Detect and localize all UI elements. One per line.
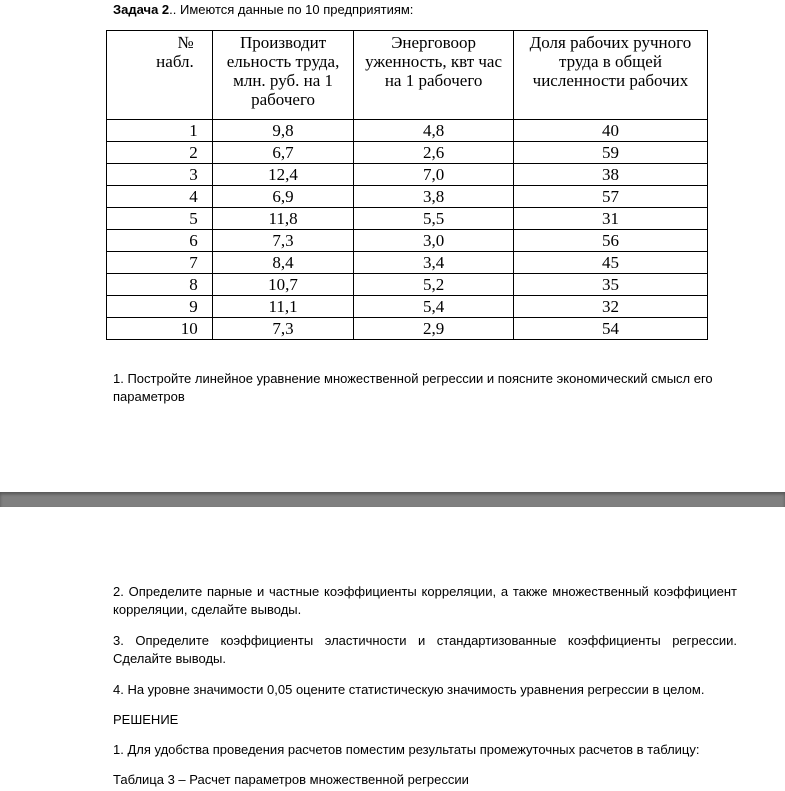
cell-productivity: 12,4 bbox=[212, 164, 354, 186]
cell-productivity: 6,9 bbox=[212, 186, 354, 208]
header-obs-number: № набл. bbox=[107, 31, 213, 120]
cell-obs-number: 4 bbox=[107, 186, 213, 208]
table-row bbox=[107, 208, 708, 230]
page-bottom bbox=[0, 507, 785, 791]
cell-productivity: 7,3 bbox=[212, 318, 354, 340]
header-energy: Энерговоор уженность, квт час на 1 рабочего bbox=[354, 31, 514, 120]
question-3: 3. Определите коэффициенты эластичности и стандартизованные коэффициенты регрессии. Сделайте выводы. bbox=[113, 633, 737, 666]
cell-obs-number: 6 bbox=[107, 230, 213, 252]
table-row bbox=[107, 142, 708, 164]
cell-obs-number: 8 bbox=[107, 274, 213, 296]
cell-energy: 5,5 bbox=[354, 208, 514, 230]
header-productivity: Производит ельность труда, млн. руб. на 1 рабочего bbox=[212, 31, 354, 120]
table-row bbox=[107, 274, 708, 296]
table-row bbox=[107, 296, 708, 318]
cell-energy: 7,0 bbox=[354, 164, 514, 186]
solution-step-1: 1. Для удобства проведения расчетов поместим результаты промежуточных расчетов в таблицу: bbox=[113, 742, 700, 757]
cell-energy: 4,8 bbox=[354, 120, 514, 142]
cell-energy: 5,2 bbox=[354, 274, 514, 296]
task-heading-text: .. Имеются данные по 10 предприятиям: bbox=[169, 2, 414, 17]
cell-productivity: 11,1 bbox=[212, 296, 354, 318]
cell-productivity: 10,7 bbox=[212, 274, 354, 296]
table-row bbox=[107, 164, 708, 186]
cell-obs-number: 5 bbox=[107, 208, 213, 230]
table-3-caption: Таблица 3 – Расчет параметров множественной регрессии bbox=[113, 772, 469, 787]
task-heading-bold: Задача 2 bbox=[113, 2, 170, 17]
page-break bbox=[0, 492, 785, 507]
cell-productivity: 7,3 bbox=[212, 230, 354, 252]
cell-obs-number: 7 bbox=[107, 252, 213, 274]
task-heading bbox=[113, 2, 413, 18]
cell-manual-share: 40 bbox=[513, 120, 707, 142]
cell-manual-share: 32 bbox=[513, 296, 707, 318]
cell-manual-share: 57 bbox=[513, 186, 707, 208]
cell-energy: 5,4 bbox=[354, 296, 514, 318]
cell-energy: 2,6 bbox=[354, 142, 514, 164]
cell-manual-share: 45 bbox=[513, 252, 707, 274]
cell-energy: 3,0 bbox=[354, 230, 514, 252]
cell-obs-number: 3 bbox=[107, 164, 213, 186]
cell-obs-number: 10 bbox=[107, 318, 213, 340]
cell-obs-number: 1 bbox=[107, 120, 213, 142]
question-4: 4. На уровне значимости 0,05 оцените статистическую значимость уравнения регрессии в целом. bbox=[113, 682, 705, 697]
cell-manual-share: 59 bbox=[513, 142, 707, 164]
header-manual-share: Доля рабочих ручного труда в общей численности рабочих bbox=[513, 31, 707, 120]
table-row bbox=[107, 318, 708, 340]
question-1: 1. Постройте линейное уравнение множественной регрессии и поясните экономический смысл его параметров bbox=[113, 371, 713, 404]
cell-energy: 2,9 bbox=[354, 318, 514, 340]
cell-productivity: 8,4 bbox=[212, 252, 354, 274]
cell-productivity: 9,8 bbox=[212, 120, 354, 142]
cell-obs-number: 2 bbox=[107, 142, 213, 164]
cell-manual-share: 56 bbox=[513, 230, 707, 252]
cell-manual-share: 38 bbox=[513, 164, 707, 186]
cell-productivity: 6,7 bbox=[212, 142, 354, 164]
data-table bbox=[106, 30, 708, 340]
table-body bbox=[107, 120, 708, 340]
table-row bbox=[107, 120, 708, 142]
table-row bbox=[107, 186, 708, 208]
cell-productivity: 11,8 bbox=[212, 208, 354, 230]
solution-heading: РЕШЕНИЕ bbox=[113, 712, 179, 727]
cell-manual-share: 31 bbox=[513, 208, 707, 230]
table-row bbox=[107, 230, 708, 252]
table-row bbox=[107, 252, 708, 274]
cell-manual-share: 35 bbox=[513, 274, 707, 296]
cell-energy: 3,4 bbox=[354, 252, 514, 274]
table-header-row bbox=[107, 31, 708, 120]
cell-obs-number: 9 bbox=[107, 296, 213, 318]
cell-manual-share: 54 bbox=[513, 318, 707, 340]
question-2: 2. Определите парные и частные коэффициенты корреляции, а также множественный коэффициент корреляции, сделайте выводы. bbox=[113, 584, 737, 617]
cell-energy: 3,8 bbox=[354, 186, 514, 208]
